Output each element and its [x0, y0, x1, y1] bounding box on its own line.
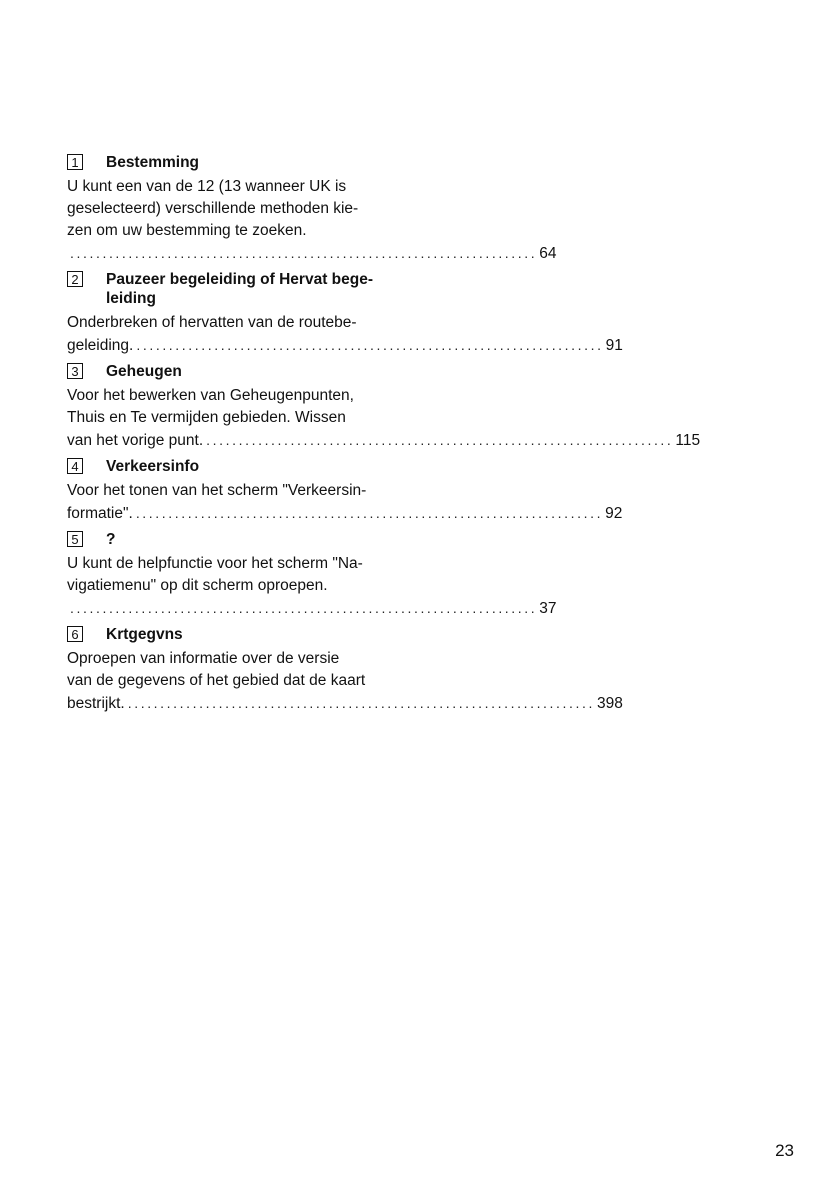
menu-reference-list [67, 153, 701, 715]
description-line: Voor het bewerken van Geheugenpunten, [67, 387, 354, 404]
page-reference-line [67, 242, 557, 265]
page-reference-line [67, 429, 701, 452]
page-reference: 115 [675, 432, 701, 449]
description-line: Oproepen van informatie over de versie [67, 650, 340, 667]
leader-dots: ........................................................................ [135, 505, 604, 521]
description-line: Voor het tonen van het scherm "Verkeersin- [67, 482, 367, 499]
entry-description [67, 176, 411, 242]
entry-title: Geheugen [106, 363, 182, 380]
page-reference: 398 [596, 695, 623, 712]
page-reference-line [67, 692, 623, 715]
reference-text: geleiding. [67, 337, 134, 354]
description-line: zen om uw bestemming te zoeken. [67, 222, 307, 239]
reference-text: van het vorige punt. [67, 432, 204, 449]
entry-description [67, 385, 411, 429]
entry-header [67, 457, 411, 476]
entry-title: Bestemming [106, 154, 200, 171]
page-reference: 37 [539, 600, 557, 617]
list-item [67, 457, 623, 525]
description-line: geselecteerd) verschillende methoden kie- [67, 200, 359, 217]
list-item [67, 362, 701, 452]
page-reference-line [67, 597, 557, 620]
leader-dots: ........................................................................ [70, 600, 538, 616]
entry-title: ? [106, 531, 116, 548]
item-number-box: 2 [67, 271, 83, 287]
leader-dots: ........................................................................ [70, 245, 538, 261]
item-number-box: 5 [67, 531, 83, 547]
list-item [67, 625, 623, 715]
page-reference: 91 [605, 337, 623, 354]
description-line: vigatiemenu" op dit scherm oproepen. [67, 577, 328, 594]
list-item [67, 270, 623, 357]
reference-text: formatie". [67, 505, 133, 522]
page-reference: 92 [605, 505, 623, 522]
entry-description [67, 553, 411, 597]
list-item [67, 153, 557, 265]
page-reference: 64 [539, 245, 557, 262]
item-number-box: 1 [67, 154, 83, 170]
page-reference-line [67, 334, 623, 357]
entry-description [67, 312, 411, 334]
description-line: U kunt de helpfunctie voor het scherm "Na- [67, 555, 363, 572]
entry-header [67, 530, 411, 549]
item-number-box: 3 [67, 363, 83, 379]
list-item [67, 530, 557, 620]
page-reference-line [67, 502, 623, 525]
entry-header [67, 270, 411, 308]
entry-title: Krtgegvns [106, 626, 183, 643]
reference-text: bestrijkt. [67, 695, 125, 712]
description-line: Thuis en Te vermijden gebieden. Wissen [67, 409, 346, 426]
leader-dots: ........................................................................ [206, 432, 674, 448]
leader-dots: ........................................................................ [127, 695, 595, 711]
item-number-box: 4 [67, 458, 83, 474]
entry-title: Verkeersinfo [106, 458, 200, 475]
entry-header [67, 362, 411, 381]
leader-dots: ........................................................................ [136, 337, 604, 353]
entry-header [67, 153, 411, 172]
entry-description [67, 648, 411, 692]
entry-description [67, 480, 411, 502]
description-line: van de gegevens of het gebied dat de kaart [67, 672, 366, 689]
description-line: Onderbreken of hervatten van de routebe- [67, 314, 357, 331]
item-number-box: 6 [67, 626, 83, 642]
entry-title: Pauzeer begeleiding of Hervat bege-leiding [106, 271, 374, 307]
description-line: U kunt een van de 12 (13 wanneer UK is [67, 178, 347, 195]
entry-header [67, 625, 411, 644]
page-number: 23 [775, 1141, 794, 1160]
